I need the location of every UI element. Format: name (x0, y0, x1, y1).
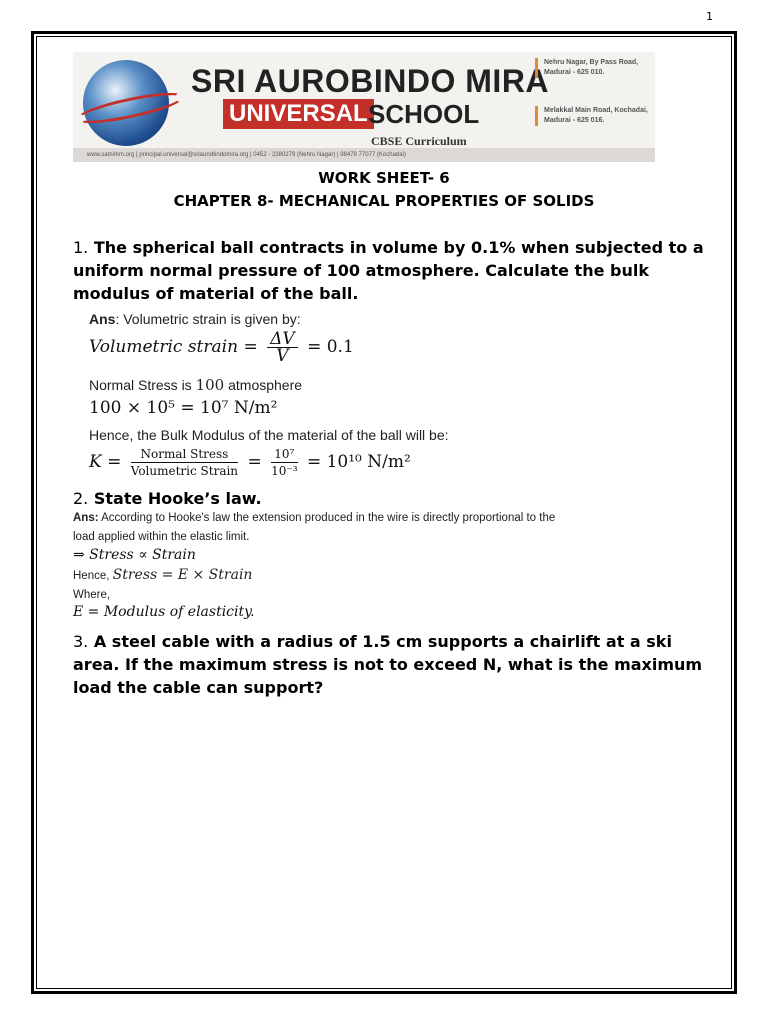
q1-answer-intro (89, 311, 301, 327)
question-1-number: 1. (73, 238, 89, 257)
eq-lhs: Volumetric strain (89, 337, 239, 357)
eq-numerator-stress: Normal Stress (131, 446, 238, 463)
q1-normal-stress (89, 376, 302, 394)
eq-denominator-strain: Volumetric Strain (130, 464, 239, 478)
question-1 (73, 236, 713, 305)
stress-suffix: atmosphere (224, 377, 303, 393)
eq-fraction-stress (131, 446, 238, 479)
eq-fraction (267, 331, 298, 364)
q2-where-text: Where, (73, 589, 111, 601)
question-3-text: A steel cable with a radius of 1.5 cm supports a chairlift at a ski area. If the maximum stress is not to exceed N, what is the maximum load the cable can support? (73, 632, 703, 697)
question-2-number: 2. (73, 489, 89, 508)
q2-equation-modulus: E = Modulus of elasticity. (73, 604, 255, 620)
eq-numerator-value: 10⁷ (271, 446, 297, 463)
address-block-1: Nehru Nagar, By Pass Road, Madurai - 625 010. (535, 58, 662, 78)
school-name-school: SCHOOL (368, 99, 480, 129)
q1-equation-bulk-modulus: K = $\frac{\text{Normal Stress}}{\text{Volumetric Strain}}$ = $\frac{\text{10⁷}}{\text{10⁻³}}$ = 10¹⁰ N/m² (89, 447, 411, 478)
page-number: 1 (706, 10, 713, 23)
answer-label: Ans: (73, 512, 99, 524)
school-name-line1: SRI AUROBINDO MIRA (191, 63, 550, 99)
cbse-label: CBSE Curriculum (371, 134, 467, 148)
q2-answer-line1 (73, 509, 555, 528)
address-block-2: Melakkal Main Road, Kochadai, Madurai - 625 016. (535, 106, 662, 126)
q2-equation-proportional: ⇒ Stress ∝ Strain (73, 547, 196, 563)
question-3-number: 3. (73, 632, 89, 651)
answer-label: Ans (89, 311, 116, 327)
chapter-title: CHAPTER 8- MECHANICAL PROPERTIES OF SOLIDS (173, 192, 595, 210)
globe-logo-icon (83, 60, 169, 146)
question-3 (73, 630, 713, 699)
eq-fraction-values (271, 446, 297, 479)
question-2-text: State Hooke’s law. (93, 489, 262, 508)
q1-equation-conversion: 100 × 10⁵ = 10⁷ N/m² (89, 398, 278, 418)
eq-k-rhs: = 10¹⁰ N/m² (306, 452, 411, 472)
q2-hence-line (73, 566, 252, 586)
eq-k-lhs: K = (89, 452, 122, 472)
q1-hence-text: Hence, the Bulk Modulus of the material of the ball will be: (89, 427, 449, 443)
eq-denominator-value: 10⁻³ (271, 464, 298, 478)
school-header-banner (73, 52, 655, 162)
worksheet-title: WORK SHEET- 6 (318, 169, 450, 187)
question-1-text: The spherical ball contracts in volume by 0.1% when subjected to a uniform normal pressure of 100 atmosphere. Calculate the bulk modulus of material of the ball. (73, 238, 704, 303)
eq-numerator: ΔV (267, 331, 298, 348)
eq-rhs: = 0.1 (307, 337, 354, 357)
answer-text-1: According to Hooke's law the extension produced in the wire is directly proportional to the (98, 512, 556, 524)
q2-equation-hooke: Stress = E × Strain (112, 567, 253, 583)
question-2 (73, 487, 713, 510)
stress-value: 100 (195, 376, 225, 394)
answer-intro-text: : Volumetric strain is given by: (115, 311, 301, 327)
school-name-universal: UNIVERSAL (223, 99, 374, 129)
eq-denominator: V (276, 346, 289, 366)
contact-strip: www.samirkm.org | principal.universal@sriaurobindomira.org | 0452 - 2380279 (Nehru Nagar) | 98479 77077 (Kochadai) (73, 148, 655, 162)
stress-prefix: Normal Stress is (89, 377, 196, 393)
hence-text: Hence, (73, 570, 113, 582)
q1-equation-volumetric-strain: Volumetric strain = $\frac{\Delta V}{V}$ = 0.1 (89, 329, 354, 366)
q2-answer-line2: load applied within the elastic limit. (73, 531, 250, 543)
